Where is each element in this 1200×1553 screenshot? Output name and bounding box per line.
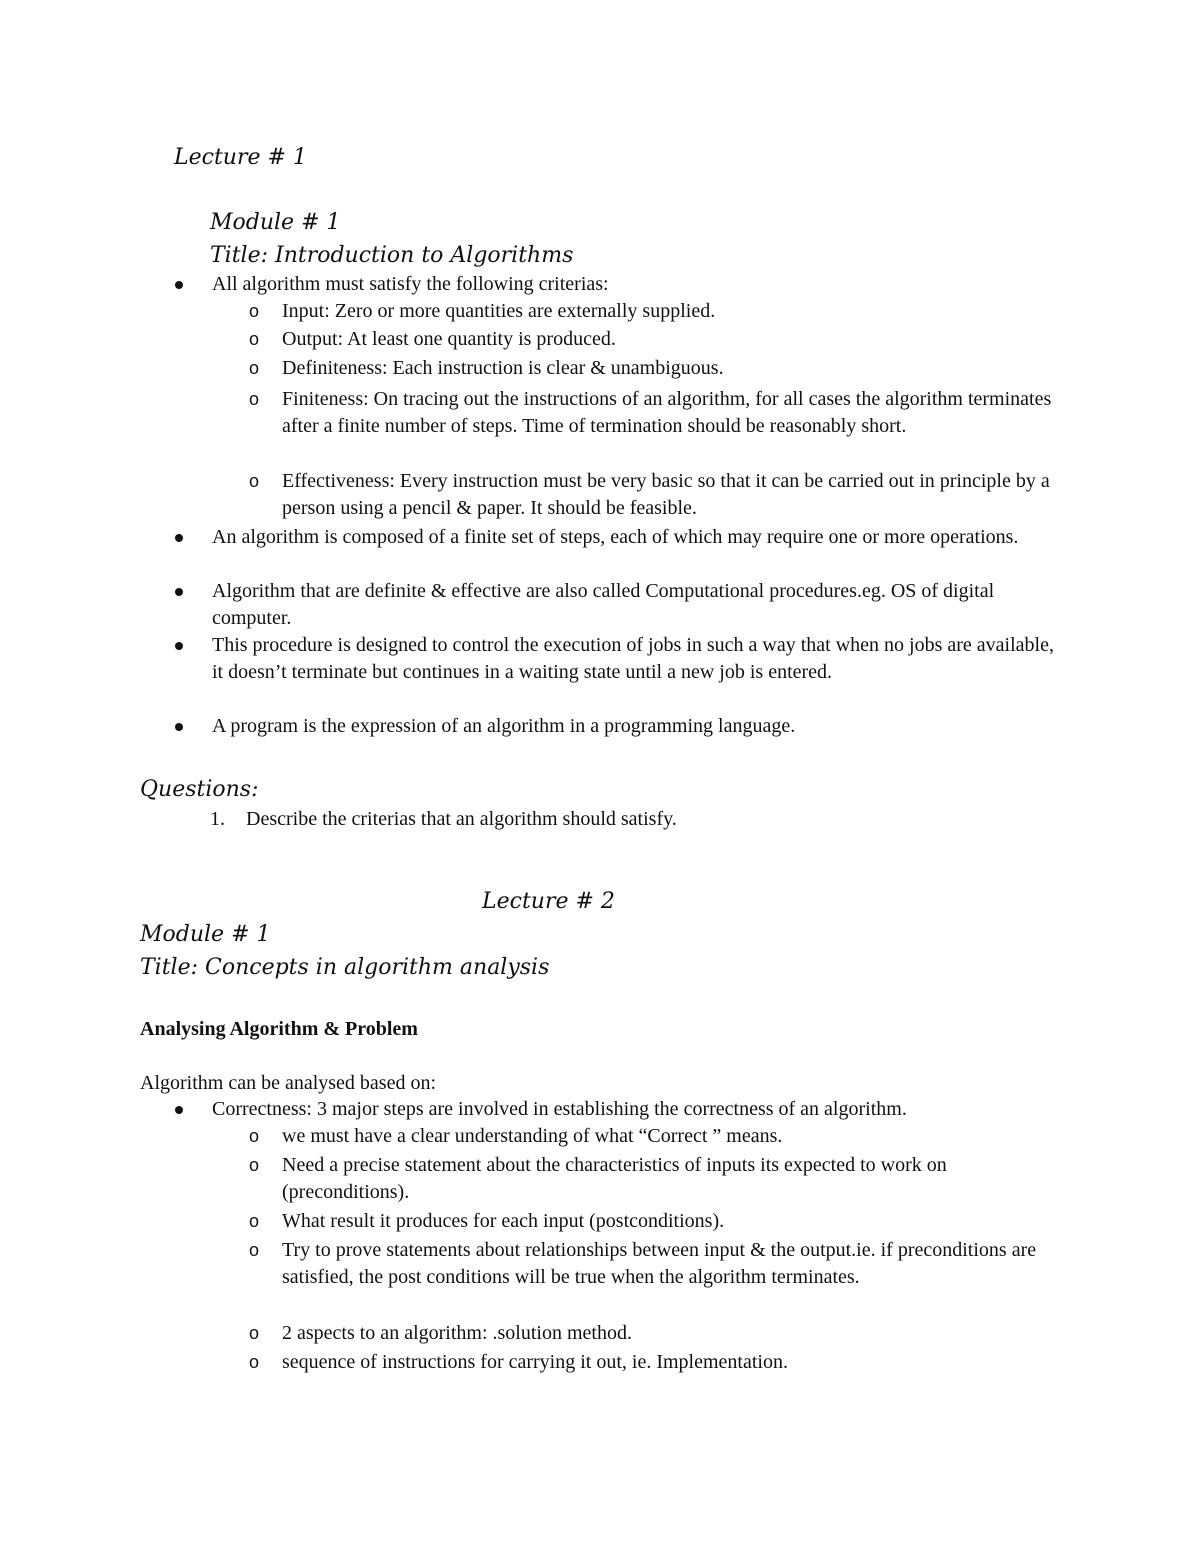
bullet-text: Algorithm that are definite & effective are also called Computational procedures.eg. OS of digital computer. [212,580,995,629]
criteria-text: Effectiveness: Every instruction must be very basic so that it can be carried out in principle by a person using a pencil & paper. It should be feasible. [282,470,1050,519]
criteria-item [248,355,1066,382]
circle-bullet-icon: o [249,1240,260,1260]
bullet-icon [175,588,183,596]
criteria-item [248,386,1066,440]
question-item [210,806,1050,833]
circle-bullet-icon: o [249,1352,260,1372]
questions-heading: Questions: [140,777,259,802]
bullet-text: A program is the expression of an algorithm in a programming language. [212,715,796,737]
bullet-text: An algorithm is composed of a finite set of steps, each of which may require one or more operations. [212,526,1019,548]
lecture-2-bullet [174,1096,1066,1123]
subpoint-text: Need a precise statement about the characteristics of inputs its expected to work on (preconditions). [282,1154,947,1203]
criteria-item [248,298,1066,325]
lecture-1-heading: Lecture # 1 [174,145,307,170]
subpoint-text: 2 aspects to an algorithm: .solution method. [282,1322,632,1344]
circle-bullet-icon: o [249,389,260,409]
criteria-text: Input: Zero or more quantities are externally supplied. [282,300,716,322]
lecture-1-bullet [174,524,1066,551]
bullet-text: Correctness: 3 major steps are involved in establishing the correctness of an algorithm. [212,1098,907,1120]
subpoint-item [248,1237,1066,1291]
circle-bullet-icon: o [249,1155,260,1175]
circle-bullet-icon: o [249,1323,260,1343]
criteria-item [248,326,1066,353]
subpoint-item [248,1349,1066,1376]
circle-bullet-icon: o [249,1126,260,1146]
bullet-text: This procedure is designed to control the execution of jobs in such a way that when no jobs are available, it doesn’t terminate but continues in a waiting state until a new job is entered. [212,634,1054,683]
bullet-icon [175,534,183,542]
subpoint-item [248,1208,1066,1235]
lecture-2-title: Title: Concepts in algorithm analysis [140,955,550,980]
circle-bullet-icon: o [249,329,260,349]
subpoint-text: Try to prove statements about relationships between input & the output.ie. if preconditions are satisfied, the post conditions will be true when the algorithm terminates. [282,1239,1037,1288]
subpoint-text: sequence of instructions for carrying it out, ie. Implementation. [282,1351,788,1373]
lecture-2-heading: Lecture # 2 [482,889,615,914]
criteria-item [248,468,1066,522]
circle-bullet-icon: o [249,471,260,491]
subpoint-item [248,1320,1066,1347]
section-heading: Analysing Algorithm & Problem [140,1018,418,1040]
lecture-2-module: Module # 1 [140,922,271,947]
subpoint-item [248,1152,1066,1206]
bullet-text: All algorithm must satisfy the following criterias: [212,273,609,295]
lecture-1-bullet [174,578,1066,632]
circle-bullet-icon: o [249,1211,260,1231]
question-number: 1. [210,808,225,830]
circle-bullet-icon: o [249,301,260,321]
lecture-1-title: Title: Introduction to Algorithms [210,243,574,268]
criteria-text: Output: At least one quantity is produced. [282,328,616,350]
lecture-1-bullet [174,713,1066,740]
bullet-icon [175,723,183,731]
circle-bullet-icon: o [249,358,260,378]
subpoint-text: we must have a clear understanding of what “Correct ” means. [282,1125,783,1147]
intro-text: Algorithm can be analysed based on: [140,1072,437,1094]
bullet-icon [175,281,183,289]
subpoint-text: What result it produces for each input (postconditions). [282,1210,725,1232]
subpoint-item [248,1123,1066,1150]
lecture-1-bullet [174,632,1066,686]
lecture-1-module: Module # 1 [210,210,341,235]
question-text: Describe the criterias that an algorithm should satisfy. [246,808,677,830]
criteria-text: Finiteness: On tracing out the instructions of an algorithm, for all cases the algorithm terminates after a finite number of steps. Time of termination should be reasonably short. [282,388,1052,437]
bullet-icon [175,642,183,650]
lecture-1-bullet [174,271,1066,298]
bullet-icon [175,1106,183,1114]
criteria-text: Definiteness: Each instruction is clear & unambiguous. [282,357,724,379]
